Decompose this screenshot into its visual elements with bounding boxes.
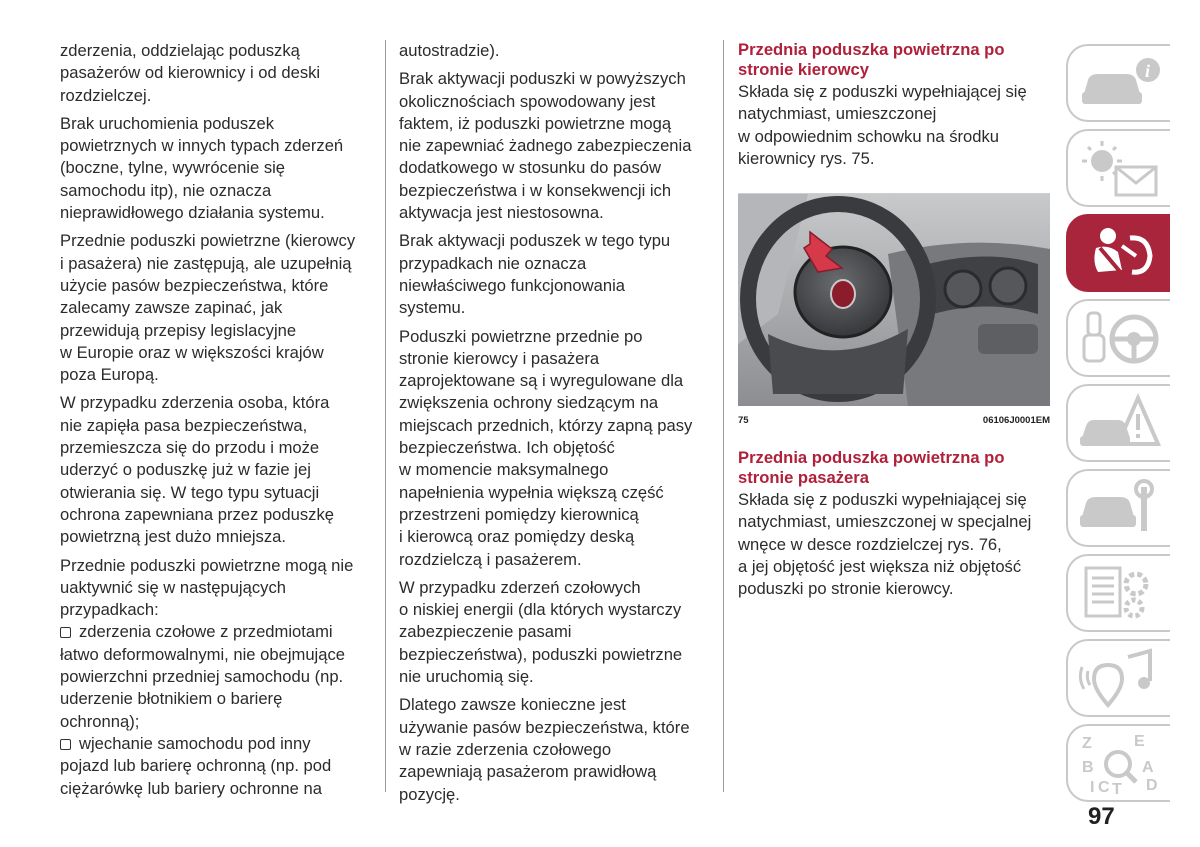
- alphabet-index-icon: [1078, 732, 1162, 796]
- figure-number: 75: [738, 415, 749, 427]
- svg-text:I: I: [1090, 779, 1095, 796]
- tab-starting-driving[interactable]: [1066, 299, 1170, 377]
- paragraph: autostradzie).: [399, 41, 500, 60]
- svg-text:E: E: [1134, 733, 1145, 750]
- paragraph: W przypadku zderzeń czołowych o niskiej energii (dla których wystarczy zabezpieczenie pasami bezpieczeństwa), poduszki powietrzne nie uruchomią się.: [399, 577, 683, 687]
- data-gears-icon: [1078, 562, 1162, 626]
- bullet-text: zderzenia czołowe z przedmiotami łatwo deformowalnymi, nie obejmujące powierzchni przedniej samochodu (np. uderzenie błotnikiem o barierę ochronną);: [60, 622, 345, 731]
- key-steering-wheel-icon: [1078, 307, 1162, 371]
- light-message-icon: [1078, 137, 1162, 201]
- svg-text:i: i: [1145, 61, 1151, 81]
- paragraph: W przypadku zderzenia osoba, która nie zapięła pasa bezpieczeństwa, przemieszcza się do przodu i może uderzyć o poduszkę już w fazie jej otwierania się. W tego typu sytuacji ochrona zapewniana przez poduszkę powietrzną jest dużo mniejsza.: [60, 393, 334, 547]
- paragraph: Przednie poduszki powietrzne mogą nie uaktywnić się w następujących przypadkach:: [60, 555, 354, 620]
- paragraph: Brak aktywacji poduszki w powyższych okolicznościach spowodowany jest faktem, iż poduszki powietrzne mogą nie zapewniać żadnego zabezpieczenia dodatkowego w stosunku do pasów bezpieczeństwa i w konsekwencji ich aktywacja jest niestosowna.: [399, 69, 692, 223]
- section-heading: Przednia poduszka powietrzna po stronie kierowcy: [738, 40, 1005, 79]
- text-column-1: [60, 40, 372, 800]
- page-number: 97: [1088, 803, 1115, 830]
- svg-text:Z: Z: [1082, 735, 1092, 752]
- checkbox-bullet-icon: [60, 627, 71, 638]
- steering-wheel-illustration: [738, 194, 1050, 406]
- tab-car-info[interactable]: [1066, 44, 1170, 122]
- bullet-item: [60, 621, 372, 732]
- multimedia-icon: [1078, 647, 1162, 711]
- figure-caption: [738, 415, 1050, 427]
- tab-emergency[interactable]: [1066, 384, 1170, 462]
- svg-text:C: C: [1098, 779, 1110, 796]
- paragraph: Przednie poduszki powietrzne (kierowcy i pasażera) nie zastępują, ale uzupełnią użycie pasów bezpieczeństwa, które zalecamy zawsze zapinać, jak przewidują przepisy legislacyjne w Europie oraz w większości krajów poza Europą.: [60, 231, 356, 385]
- section-heading: Przednia poduszka powietrzna po stronie pasażera: [738, 448, 1005, 487]
- column-divider: [723, 40, 724, 792]
- paragraph: zderzenia, oddzielając poduszką pasażerów od kierownicy i od deski rozdzielczej.: [60, 41, 321, 105]
- text-column-3: [738, 40, 1050, 601]
- checkbox-bullet-icon: [60, 739, 71, 750]
- car-warning-icon: [1078, 392, 1162, 456]
- svg-text:T: T: [1112, 781, 1122, 796]
- paragraph: Brak aktywacji poduszek w tego typu przypadkach nie oznacza niewłaściwego funkcjonowania systemu.: [399, 231, 671, 318]
- car-wrench-icon: [1078, 477, 1162, 541]
- tab-safety[interactable]: [1066, 214, 1170, 292]
- tab-multimedia[interactable]: [1066, 639, 1170, 717]
- text-column-2: [399, 40, 711, 812]
- car-info-icon: [1078, 52, 1162, 116]
- paragraph: Brak uruchomienia poduszek powietrznych w innych typach zderzeń (boczne, tylne, wywrócenie się samochodu itp), nie oznacza nieprawidłowego działania systemu.: [60, 113, 344, 223]
- paragraph: Składa się z poduszki wypełniającej się natychmiast, umieszczonej w specjalnej wnęce w desce rozdzielczej rys. 76, a jej objętość jest większa niż objętość poduszki po stronie kierowcy.: [738, 490, 1032, 599]
- paragraph: Dlatego zawsze konieczne jest używanie pasów bezpieczeństwa, które w razie zderzenia czołowego zapewniają pasażerom prawidłową pozycję.: [399, 695, 690, 804]
- paragraph: Poduszki powietrzne przednie po stronie kierowcy i pasażera zaprojektowane są i wyregulowane dla zwiększenia ochrony siedzącym na miejscach przednich, którzy zapną pasy bezpieczeństwa. Ich objętość w momencie maksymalnego napełnienia wypełnia większą część przestrzeni pomiędzy kierownicą i kierowcą oraz pomiędzy deską rozdzielczą i pasażerem.: [399, 326, 693, 569]
- column-divider: [385, 40, 386, 792]
- tab-index[interactable]: [1066, 724, 1170, 802]
- steering-wheel-airbag-photo: [738, 193, 1050, 406]
- bullet-item: [60, 733, 372, 800]
- tab-lights-messages[interactable]: [1066, 129, 1170, 207]
- svg-text:A: A: [1142, 759, 1154, 776]
- figure-code: 06106J0001EM: [982, 415, 1050, 427]
- tab-maintenance[interactable]: [1066, 469, 1170, 547]
- svg-text:D: D: [1146, 777, 1158, 794]
- paragraph: Składa się z poduszki wypełniającej się natychmiast, umieszczonej w odpowiednim schowku na środku kierownicy rys. 75.: [738, 82, 1027, 168]
- bullet-text: wjechanie samochodu pod inny pojazd lub barierę ochronną (np. pod ciężarówkę lub bariery ochronne na: [60, 733, 332, 798]
- airbag-seatbelt-icon: [1078, 222, 1162, 286]
- svg-text:B: B: [1082, 759, 1094, 776]
- tab-technical-data[interactable]: [1066, 554, 1170, 632]
